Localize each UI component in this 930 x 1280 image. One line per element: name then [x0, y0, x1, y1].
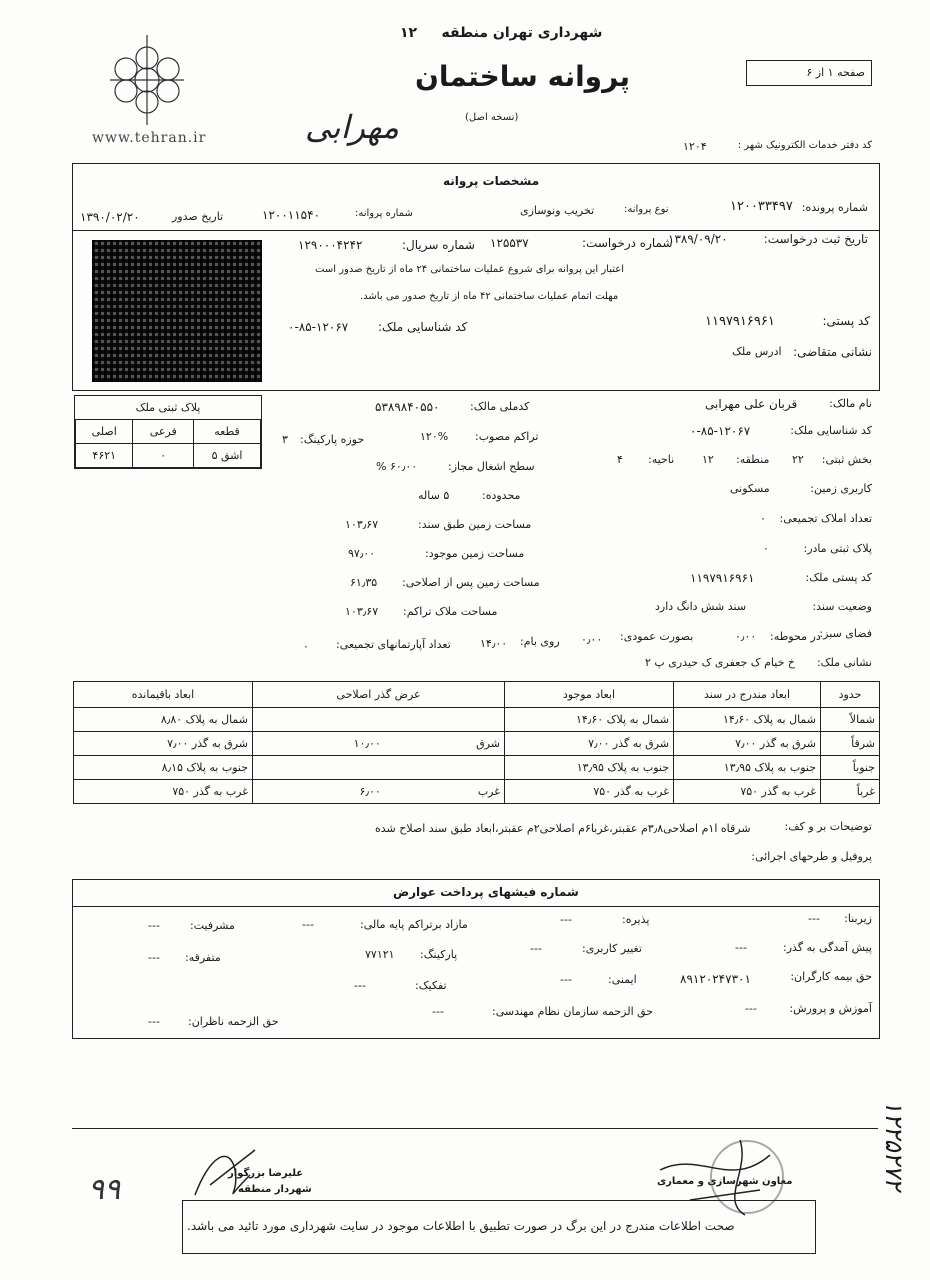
fee-label-education: آموزش و پرورش:: [789, 1002, 872, 1015]
left-signature-icon: [180, 1135, 270, 1210]
fee-value-density: ---: [302, 918, 314, 931]
bounds-header-doc: ابعاد مندرج در سند: [674, 682, 821, 708]
land-doc: ۱۰۳٫۶۷: [345, 518, 379, 531]
units-label: تعداد املاک تجمیعی:: [779, 512, 872, 525]
land-exist-label: مساحت زمین موجود:: [425, 547, 525, 560]
bounds-cell-remaining: جنوب به پلاک ۸٫۱۵: [74, 756, 253, 780]
green-yard: ۰٫۰۰: [735, 630, 757, 643]
fees-title: شماره فیشهای پرداخت عوارض: [393, 885, 579, 899]
fee-value-overlook: ---: [148, 919, 160, 932]
bounds-cell-remaining: شرق به گذر ۷٫۰۰: [74, 732, 253, 756]
fee-label-overlook: مشرفیت:: [190, 919, 235, 932]
issue-date: ۱۳۹۰/۰۲/۲۰: [80, 210, 140, 224]
plate-table-title: پلاک ثبتی ملک: [76, 396, 261, 419]
addr-label: نشانی ملک:: [816, 656, 872, 669]
page-subtitle: (نسخه اصل): [465, 112, 519, 123]
plate-cell-main: ۴۶۲۱: [76, 443, 133, 467]
parking-zone: ۳: [282, 433, 288, 446]
page-number-box: [746, 60, 872, 86]
usage: مسکونی: [730, 482, 770, 495]
qr-code: [92, 240, 262, 382]
fee-label-reception: پذیره:: [622, 913, 650, 926]
plate: ۰: [763, 542, 769, 555]
fee-label-density: مازاد برتراکم پایه مالی:: [360, 918, 468, 931]
bounds-cell-correction-width: ۶٫۰۰: [253, 780, 385, 804]
footer-box: [182, 1200, 816, 1254]
fee-value-reception: ---: [560, 913, 572, 926]
side-number-text: ۱۲۲۵۲۷۲: [880, 1100, 908, 1191]
municipality-label: شهرداری تهران منطقه: [441, 25, 603, 41]
status-label: وضعیت سند:: [812, 600, 872, 613]
national-id: ۵۳۸۹۸۴۰۵۵۰: [375, 400, 440, 414]
fee-value-insurance: ۸۹۱۲۰۲۴۷۳۰۱: [680, 972, 751, 986]
notes-label: توضیحات بر و کف:: [784, 820, 872, 833]
fee-label-usage-change: تغییر کاربری:: [582, 942, 642, 955]
bounds-cell-correction-side: شرق: [385, 732, 505, 756]
office-code-label: کد دفتر خدمات الکترونیک شهر :: [737, 140, 872, 151]
land-exist: ۹۷٫۰۰: [348, 547, 376, 560]
request-no-label: شماره درخواست:: [582, 236, 673, 250]
handwritten-number: ۹۹: [88, 1172, 121, 1207]
fee-label-supervisors: حق الزحمه ناظران:: [188, 1015, 279, 1028]
plate-label: پلاک ثبتی مادر:: [803, 542, 872, 555]
plate-header-main: اصلی: [76, 419, 133, 443]
density-area: ۱۰۳٫۶۷: [345, 605, 379, 618]
fee-label-insurance: حق بیمه کارگران:: [790, 970, 872, 983]
area-label: ناحیه:: [648, 453, 675, 466]
agg-label: تعداد آپارتمانهای تجمیعی:: [336, 638, 451, 651]
fee-value-safety: ---: [560, 973, 572, 986]
bounds-table: [73, 681, 880, 804]
bounds-cell-existing: جنوب به پلاک ۱۳٫۹۵: [505, 756, 674, 780]
fee-value-parking: ۷۷۱۲۱: [365, 948, 395, 961]
bounds-cell-dir: شمالاً: [821, 708, 880, 732]
plate-header-sub: فرعی: [133, 419, 194, 443]
bounds-cell-doc: غرب به گذر ۷۵۰: [674, 780, 821, 804]
property-id-label: کد شناسایی ملک:: [378, 320, 468, 334]
density-label: تراکم مصوب:: [475, 430, 539, 443]
owner-prop-id: ۰-۸۵-۱۲۰۶۷: [690, 424, 751, 438]
bounds-cell-remaining: شمال به پلاک ۸٫۸۰: [74, 708, 253, 732]
file-no-label: شماره پرونده:: [801, 201, 868, 214]
notes-text: شرقاه ا۱م اصلاحی۳٫۸م عقبتر،غربا۶م اصلاحی۲م عقبتر،ابعاد طبق سند اصلاح شده: [375, 822, 751, 835]
plate-table-box: [74, 395, 262, 469]
owner-prop-id-label: کد شناسایی ملک:: [790, 424, 872, 437]
fee-label-projection: پیش آمدگی به گذر:: [782, 941, 872, 954]
fee-label-separation: تفکیک:: [415, 979, 447, 992]
owner-postal-label: کد پستی ملک:: [805, 571, 872, 584]
bounds-cell-existing: غرب به گذر ۷۵۰: [505, 780, 674, 804]
bounds-cell-correction-side: [385, 708, 505, 732]
bounds-cell-remaining: غرب به گذر ۷۵۰: [74, 780, 253, 804]
land-after: ۶۱٫۳۵: [350, 576, 378, 589]
bounds-header-remaining: ابعاد باقیمانده: [74, 682, 253, 708]
land-doc-label: مساحت زمین طبق سند:: [418, 518, 532, 531]
addr: خ خیام ک جعفری ک حیدری پ ۲: [645, 656, 795, 669]
fee-value-engineering: ---: [432, 1005, 444, 1018]
postal-label: کد پستی:: [822, 314, 870, 328]
fee-label-parking: پارکینگ:: [420, 948, 458, 961]
bounds-cell-correction-width: [253, 756, 385, 780]
serial-no: ۱۲۹۰۰۰۴۲۴۲: [298, 238, 363, 252]
fee-value-usage-change: ---: [530, 942, 542, 955]
license-no-label: شماره پروانه:: [355, 208, 413, 219]
flower-logo-icon: [100, 25, 195, 135]
license-no: ۱۲۰۰۱۱۵۴۰: [262, 208, 321, 222]
owner-postal: ۱۱۹۷۹۱۶۹۶۱: [690, 571, 755, 585]
property-id: ۰-۸۵-۱۲۰۶۷: [288, 320, 349, 334]
land-after-label: مساحت زمین پس از اصلاحی:: [402, 576, 540, 589]
owner-name-label: نام مالک:: [829, 397, 872, 410]
bounds-cell-existing: شرق به گذر ۷٫۰۰: [505, 732, 674, 756]
fee-label-safety: ایمنی:: [608, 973, 637, 986]
postal-code: ۱۱۹۷۹۱۶۹۶۱: [705, 314, 775, 329]
roof: ۱۴٫۰۰: [480, 637, 508, 650]
fee-value-misc: ---: [148, 951, 160, 964]
bounds-header-direction: حدود: [821, 682, 880, 708]
plate-cell-lot: اشق ۵: [194, 443, 261, 467]
serial-label: شماره سریال:: [402, 238, 475, 252]
density-area-label: مساحت ملاک تراکم:: [403, 605, 498, 618]
right-signer-title: معاون شهرسازی و معماری: [657, 1176, 793, 1187]
left-signer-title: شهردار منطقه: [238, 1184, 312, 1195]
bounds-cell-dir: شرقاً: [821, 732, 880, 756]
logo-url: www.tehran.ir: [92, 130, 207, 146]
bounds-header-existing: ابعاد موجود: [505, 682, 674, 708]
side-number: [880, 1100, 910, 1220]
signature-divider: [72, 1128, 878, 1129]
owner-name: قربان علی مهرابی: [705, 397, 798, 411]
fee-value-education: ---: [745, 1002, 757, 1015]
license-type: تخریب ونوسازی: [520, 204, 595, 217]
roof-label: روی بام:: [520, 635, 560, 648]
fee-label-engineering: حق الزحمه سازمان نظام مهندسی:: [492, 1005, 654, 1018]
bounds-header-correction: عرض گذر اصلاحی: [253, 682, 505, 708]
units: ۰: [760, 512, 766, 525]
region-number: ۱۲: [400, 25, 418, 41]
fee-value-separation: ---: [354, 979, 366, 992]
plate-cell-sub: ۰: [133, 443, 194, 467]
limit: ۵ ساله: [418, 489, 450, 502]
usage-label: کاربری زمین:: [810, 482, 872, 495]
green-label: فضای سبز:: [819, 627, 872, 640]
plate-table: [75, 396, 261, 468]
validity-end: مهلت اتمام عملیات ساختمانی ۴۲ ماه از تاریخ صدور می باشد.: [360, 291, 619, 302]
district-label: بخش ثبتی:: [821, 453, 872, 466]
bounds-cell-dir: جنوباً: [821, 756, 880, 780]
national-id-label: کدملی مالک:: [470, 400, 530, 413]
fee-label-misc: متفرقه:: [185, 951, 221, 964]
fee-value-supervisors: ---: [148, 1015, 160, 1028]
occupancy-label: سطح اشغال مجاز:: [448, 460, 535, 473]
agg: ۰: [303, 640, 309, 653]
page-title: پروانه ساختمان: [415, 60, 631, 93]
plate-header-lot: قطعه: [194, 419, 261, 443]
zone: ۱۲: [702, 453, 714, 466]
municipality-logo: [100, 25, 195, 135]
issue-date-label: تاریخ صدور: [172, 210, 224, 223]
limit-label: محدوده:: [482, 489, 521, 502]
handwritten-name: مهرابی: [305, 108, 400, 146]
status: سند شش دانگ دارد: [655, 600, 747, 613]
bounds-cell-doc: جنوب به پلاک ۱۳٫۹۵: [674, 756, 821, 780]
left-signer-name: علیرضا بزرگوار: [228, 1168, 304, 1179]
green-vert: ۰٫۰۰: [581, 633, 603, 646]
area: ۴: [617, 453, 623, 466]
municipality-name: [400, 25, 602, 41]
bounds-cell-correction-width: ۱۰٫۰۰: [253, 732, 385, 756]
license-section-title: مشخصات پروانه: [443, 174, 540, 188]
bounds-cell-existing: شمال به پلاک ۱۴٫۶۰: [505, 708, 674, 732]
density: ۱۲۰%: [420, 430, 449, 443]
bounds-cell-correction-side: [385, 756, 505, 780]
green-vert-label: بصورت عمودی:: [620, 630, 694, 643]
fee-value-projection: ---: [735, 941, 747, 954]
office-code: ۱۲۰۴: [683, 140, 707, 153]
fee-label-floor: زیربنا:: [844, 912, 872, 925]
footer-text: صحت اطلاعات مندرج در این برگ در صورت تطبیق با اطلاعات موجود در سایت شهرداری مورد تائید می باشد.: [187, 1219, 735, 1233]
request-date-label: تاریخ ثبت درخواست:: [763, 232, 868, 246]
request-no: ۱۲۵۵۳۷: [490, 236, 529, 250]
validity-start: اعتبار این پروانه برای شروع عملیات ساختمانی ۲۴ ماه از تاریخ صدور است: [315, 264, 625, 275]
applicant-addr: ادرس ملک: [732, 345, 782, 358]
bounds-cell-correction-width: [253, 708, 385, 732]
district: ۲۲: [792, 453, 804, 466]
fee-value-floor: ---: [808, 912, 820, 925]
request-date: ۱۳۸۹/۰۹/۲۰: [668, 232, 728, 246]
plans-label: پروفیل و طرحهای اجرائی:: [751, 850, 872, 863]
parking-zone-label: حوزه پارکینگ:: [300, 433, 365, 446]
zone-label: منطقه:: [736, 453, 770, 466]
page-number: صفحه ۱ از ۶: [806, 66, 865, 79]
bounds-cell-doc: شرق به گذر ۷٫۰۰: [674, 732, 821, 756]
occupancy: ۶۰٫۰۰ %: [376, 460, 418, 473]
license-type-label: نوع پروانه:: [624, 204, 669, 215]
green-yard-label: در محوطه:: [770, 630, 821, 643]
bounds-cell-dir: غرباً: [821, 780, 880, 804]
applicant-addr-label: نشانی متقاضی:: [793, 345, 872, 359]
file-no: ۱۲۰۰۳۳۴۹۷: [730, 199, 793, 214]
bounds-cell-correction-side: غرب: [385, 780, 505, 804]
bounds-cell-doc: شمال به پلاک ۱۴٫۶۰: [674, 708, 821, 732]
